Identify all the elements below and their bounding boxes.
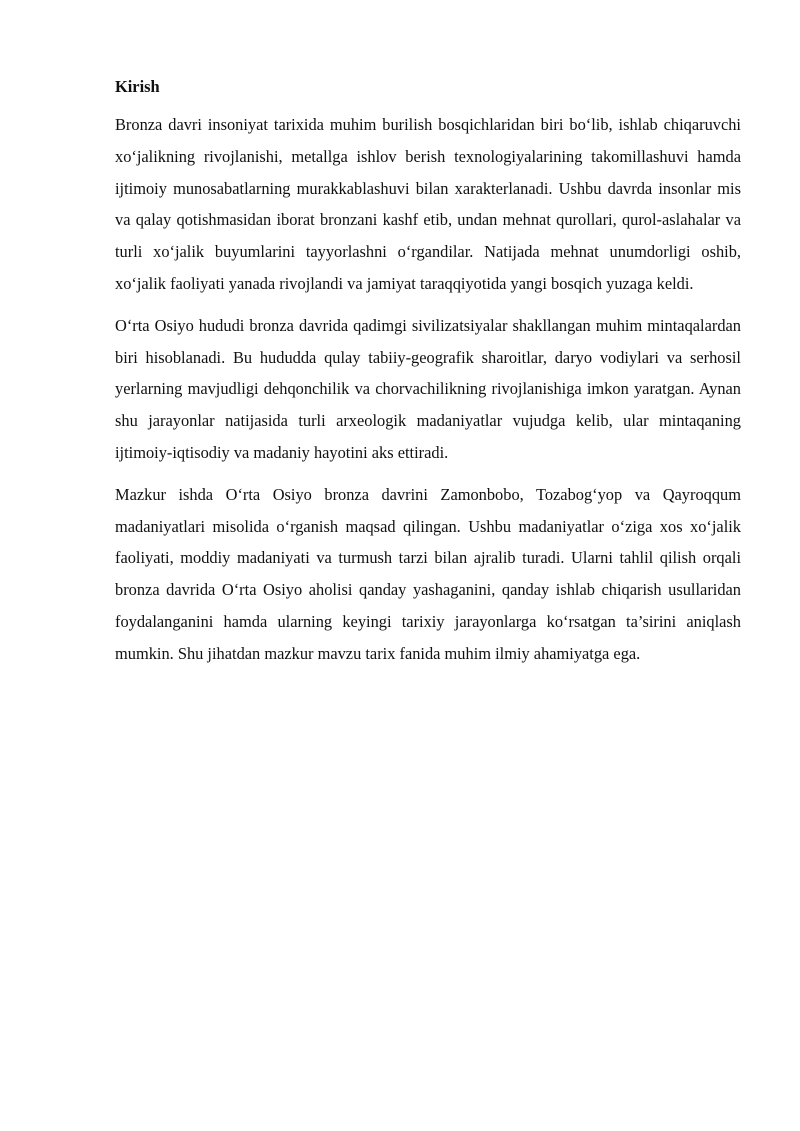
section-heading: Kirish xyxy=(115,77,160,96)
paragraph-3: Mazkur ishda O‘rta Osiyo bronza davrini Zamonbobo, Tozabog‘yop va Qayroqqum madaniyatlari misolida o‘rganish maqsad qilingan. Ushbu madaniyatlar o‘ziga xos xo‘jalik faoliyati, moddiy madaniyati va turmush tarzi bilan ajralib turadi. Ularni tahlil qilish orqali bronza davrida O‘rta Osiyo aholisi qanday yashaganini, qanday ishlab chiqarish usullaridan foydalanganini hamda ularning keyingi tarixiy jarayonlarga ko‘rsatgan ta’sirini aniqlash mumkin. Shu jihatdan mazkur mavzu tarix fanida muhim ilmiy ahamiyatga ega. xyxy=(115,484,741,663)
document-body xyxy=(115,75,741,680)
paragraph-1: Bronza davri insoniyat tarixida muhim burilish bosqichlaridan biri bo‘lib, ishlab chiqaruvchi xo‘jalikning rivojlanishi, metallga ishlov berish texnologiyalarining takomillashuvi hamda ijtimoiy munosabatlarning murakkablashuvi bilan xarakterlanadi. Ushbu davrda insonlar mis va qalay qotishmasidan iborat bronzani kashf etib, undan mehnat qurollari, qurol-aslahalar va turli xo‘jalik buyumlarini tayyorlashni o‘rgandilar. Natijada mehnat unumdorligi oshib, xo‘jalik faoliyati yanada rivojlandi va jamiyat taraqqiyotida yangi bosqich yuzaga keldi. xyxy=(115,115,741,293)
paragraph-2: O‘rta Osiyo hududi bronza davrida qadimgi sivilizatsiyalar shakllangan muhim mintaqalardan biri hisoblanadi. Bu hududda qulay tabiiy-geografik sharoitlar, daryo vodiylari va serhosil yerlarning mavjudligi dehqonchilik va chorvachilikning rivojlanishiga imkon yaratgan. Aynan shu jarayonlar natijasida turli arxeologik madaniyatlar vujudga kelib, ular mintaqaning ijtimoiy-iqtisodiy va madaniy hayotini aks ettiradi. xyxy=(115,315,741,462)
